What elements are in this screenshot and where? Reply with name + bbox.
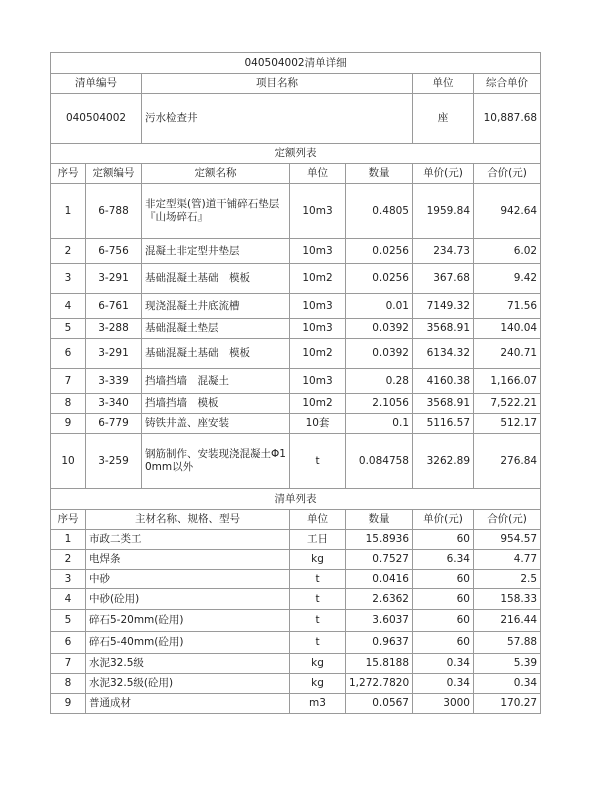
material-name: 碎石5-20mm(砼用) [86, 610, 290, 632]
material-name-header: 主材名称、规格、型号 [86, 510, 290, 530]
material-qty: 3.6037 [346, 610, 413, 632]
material-qty: 0.0416 [346, 570, 413, 589]
quota-seq: 9 [51, 414, 86, 434]
material-total: 170.27 [474, 694, 541, 714]
material-section-title: 清单列表 [51, 489, 541, 510]
material-unit: kg [290, 674, 346, 694]
material-price: 60 [413, 632, 474, 654]
quota-qty: 0.084758 [346, 434, 413, 489]
quota-price: 234.73 [413, 239, 474, 264]
material-section-row [51, 489, 541, 510]
quota-code: 3-291 [86, 264, 142, 294]
material-unit: t [290, 610, 346, 632]
bill-detail-table [50, 52, 541, 714]
quota-price-header: 单价(元) [413, 164, 474, 184]
material-name: 普通成材 [86, 694, 290, 714]
quota-name: 现浇混凝土井底流槽 [142, 294, 290, 319]
quota-seq: 4 [51, 294, 86, 319]
quota-unit: 10m2 [290, 264, 346, 294]
quota-section-row [51, 144, 541, 164]
quota-seq: 7 [51, 369, 86, 394]
bill-code-header: 清单编号 [51, 74, 142, 94]
quota-total-header: 合价(元) [474, 164, 541, 184]
material-name: 中砂 [86, 570, 290, 589]
material-seq: 9 [51, 694, 86, 714]
bill-code: 040504002 [51, 94, 142, 144]
quota-code: 3-288 [86, 319, 142, 339]
material-unit-header: 单位 [290, 510, 346, 530]
quota-name: 铸铁井盖、座安装 [142, 414, 290, 434]
quota-row [51, 339, 541, 369]
material-qty: 1,272.7820 [346, 674, 413, 694]
quota-name: 钢筋制作、安装现浇混凝土Φ10mm以外 [142, 434, 290, 489]
quota-unit: 10m2 [290, 339, 346, 369]
material-total: 5.39 [474, 654, 541, 674]
material-name: 中砂(砼用) [86, 589, 290, 610]
quota-seq: 2 [51, 239, 86, 264]
quota-seq-header: 序号 [51, 164, 86, 184]
material-price: 60 [413, 570, 474, 589]
quota-qty: 0.0392 [346, 339, 413, 369]
material-seq: 8 [51, 674, 86, 694]
quota-qty-header: 数量 [346, 164, 413, 184]
quota-name: 挡墙挡墙 模板 [142, 394, 290, 414]
material-seq: 3 [51, 570, 86, 589]
quota-row [51, 264, 541, 294]
material-total: 0.34 [474, 674, 541, 694]
material-total: 4.77 [474, 550, 541, 570]
material-seq: 5 [51, 610, 86, 632]
quota-name: 混凝土非定型井垫层 [142, 239, 290, 264]
quota-code: 6-779 [86, 414, 142, 434]
material-qty: 0.0567 [346, 694, 413, 714]
material-price: 0.34 [413, 654, 474, 674]
quota-unit: 10m3 [290, 184, 346, 239]
quota-price: 3262.89 [413, 434, 474, 489]
quota-unit: 10套 [290, 414, 346, 434]
material-price: 60 [413, 589, 474, 610]
quota-total: 140.04 [474, 319, 541, 339]
material-total: 2.5 [474, 570, 541, 589]
quota-price: 4160.38 [413, 369, 474, 394]
quota-qty: 0.0256 [346, 239, 413, 264]
material-price: 6.34 [413, 550, 474, 570]
quota-row [51, 434, 541, 489]
quota-total: 276.84 [474, 434, 541, 489]
quota-seq: 6 [51, 339, 86, 369]
quota-code: 3-340 [86, 394, 142, 414]
material-price: 60 [413, 610, 474, 632]
quota-row [51, 239, 541, 264]
material-row [51, 530, 541, 550]
quota-code: 6-756 [86, 239, 142, 264]
quota-total: 71.56 [474, 294, 541, 319]
quota-seq: 8 [51, 394, 86, 414]
material-row [51, 550, 541, 570]
material-price: 60 [413, 530, 474, 550]
material-qty: 15.8936 [346, 530, 413, 550]
bill-detail-sheet [50, 52, 540, 714]
quota-row [51, 294, 541, 319]
quota-total: 9.42 [474, 264, 541, 294]
material-seq: 4 [51, 589, 86, 610]
quota-price: 6134.32 [413, 339, 474, 369]
quota-name-header: 定额名称 [142, 164, 290, 184]
material-header-row [51, 510, 541, 530]
quota-name: 基础混凝土垫层 [142, 319, 290, 339]
quota-total: 6.02 [474, 239, 541, 264]
quota-row [51, 319, 541, 339]
material-total: 158.33 [474, 589, 541, 610]
material-price: 3000 [413, 694, 474, 714]
quota-total: 512.17 [474, 414, 541, 434]
bill-unit: 座 [413, 94, 474, 144]
quota-qty: 0.28 [346, 369, 413, 394]
quota-price: 3568.91 [413, 394, 474, 414]
sheet-title: 040504002清单详细 [51, 53, 541, 74]
quota-unit: 10m3 [290, 294, 346, 319]
quota-name: 非定型渠(管)道干铺碎石垫层『山场碎石』 [142, 184, 290, 239]
quota-header-row [51, 164, 541, 184]
quota-qty: 0.4805 [346, 184, 413, 239]
material-name: 碎石5-40mm(砼用) [86, 632, 290, 654]
material-seq: 2 [51, 550, 86, 570]
quota-code: 6-788 [86, 184, 142, 239]
bill-price: 10,887.68 [474, 94, 541, 144]
quota-total: 942.64 [474, 184, 541, 239]
material-unit: t [290, 632, 346, 654]
material-total-header: 合价(元) [474, 510, 541, 530]
material-seq: 1 [51, 530, 86, 550]
bill-row [51, 94, 541, 144]
bill-name-header: 项目名称 [142, 74, 413, 94]
title-row [51, 53, 541, 74]
material-unit: m3 [290, 694, 346, 714]
material-name: 市政二类工 [86, 530, 290, 550]
quota-price: 1959.84 [413, 184, 474, 239]
quota-price: 3568.91 [413, 319, 474, 339]
quota-qty: 0.0256 [346, 264, 413, 294]
material-unit: t [290, 589, 346, 610]
material-row [51, 694, 541, 714]
material-row [51, 610, 541, 632]
material-row [51, 654, 541, 674]
material-price-header: 单价(元) [413, 510, 474, 530]
quota-code: 3-291 [86, 339, 142, 369]
material-unit: t [290, 570, 346, 589]
quota-seq: 1 [51, 184, 86, 239]
quota-code: 3-259 [86, 434, 142, 489]
quota-row [51, 414, 541, 434]
material-row [51, 589, 541, 610]
material-qty: 0.9637 [346, 632, 413, 654]
material-qty: 0.7527 [346, 550, 413, 570]
quota-qty: 0.1 [346, 414, 413, 434]
quota-unit: 10m3 [290, 319, 346, 339]
material-unit: 工日 [290, 530, 346, 550]
quota-total: 7,522.21 [474, 394, 541, 414]
quota-seq: 5 [51, 319, 86, 339]
quota-price: 7149.32 [413, 294, 474, 319]
material-seq: 6 [51, 632, 86, 654]
quota-unit-header: 单位 [290, 164, 346, 184]
quota-total: 240.71 [474, 339, 541, 369]
quota-total: 1,166.07 [474, 369, 541, 394]
quota-qty: 0.0392 [346, 319, 413, 339]
quota-row [51, 369, 541, 394]
quota-seq: 10 [51, 434, 86, 489]
material-name: 电焊条 [86, 550, 290, 570]
quota-row [51, 394, 541, 414]
material-seq-header: 序号 [51, 510, 86, 530]
quota-name: 基础混凝土基础 模板 [142, 339, 290, 369]
quota-qty: 0.01 [346, 294, 413, 319]
material-seq: 7 [51, 654, 86, 674]
quota-unit: 10m3 [290, 369, 346, 394]
material-qty-header: 数量 [346, 510, 413, 530]
quota-unit: 10m3 [290, 239, 346, 264]
material-unit: kg [290, 550, 346, 570]
quota-qty: 2.1056 [346, 394, 413, 414]
quota-unit: 10m2 [290, 394, 346, 414]
material-unit: kg [290, 654, 346, 674]
material-name: 水泥32.5级 [86, 654, 290, 674]
quota-seq: 3 [51, 264, 86, 294]
quota-code: 3-339 [86, 369, 142, 394]
quota-section-title: 定额列表 [51, 144, 541, 164]
quota-code-header: 定额编号 [86, 164, 142, 184]
material-rows [51, 530, 541, 714]
quota-code: 6-761 [86, 294, 142, 319]
bill-header-row [51, 74, 541, 94]
material-row [51, 570, 541, 589]
material-qty: 2.6362 [346, 589, 413, 610]
material-row [51, 632, 541, 654]
quota-rows [51, 184, 541, 489]
quota-price: 367.68 [413, 264, 474, 294]
bill-unit-header: 单位 [413, 74, 474, 94]
quota-unit: t [290, 434, 346, 489]
quota-name: 挡墙挡墙 混凝土 [142, 369, 290, 394]
material-price: 0.34 [413, 674, 474, 694]
material-total: 954.57 [474, 530, 541, 550]
material-name: 水泥32.5级(砼用) [86, 674, 290, 694]
quota-name: 基础混凝土基础 模板 [142, 264, 290, 294]
material-total: 216.44 [474, 610, 541, 632]
material-qty: 15.8188 [346, 654, 413, 674]
bill-name: 污水检查井 [142, 94, 413, 144]
material-row [51, 674, 541, 694]
quota-row [51, 184, 541, 239]
quota-price: 5116.57 [413, 414, 474, 434]
material-total: 57.88 [474, 632, 541, 654]
bill-price-header: 综合单价 [474, 74, 541, 94]
